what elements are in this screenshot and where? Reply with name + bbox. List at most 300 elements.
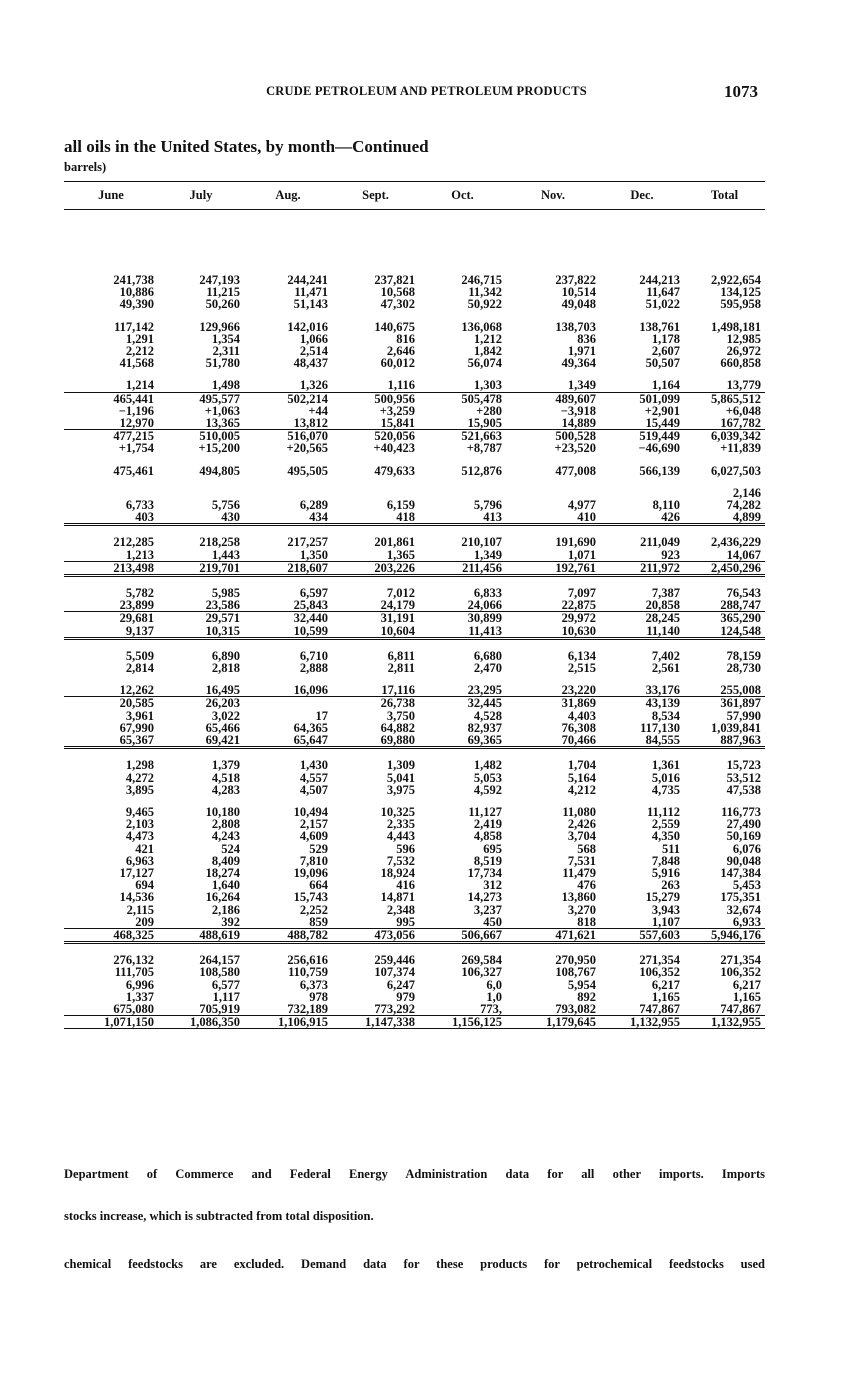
table-cell: 29,681 [119,611,154,626]
table-cell: 1,482 [473,758,502,773]
table-cell: 11,342 [468,285,502,300]
table-cell: 218,607 [244,561,332,575]
table-cell: 6,076 [732,841,761,856]
table-cell: 566,139 [639,463,680,478]
table-cell: 2,922,654 [711,273,761,287]
table-cell: 5,053 [473,770,502,785]
table-cell: 26,972 [726,344,761,359]
table-cell: 477,215 [113,429,154,444]
table-cell: 65,367 [64,734,158,748]
table-cell: 516,070 [287,429,328,444]
table-cell: 237,821 [374,273,415,287]
table-cell: 31,869 [561,696,596,711]
table-cell: 213,498 [64,561,158,575]
table-cell: 24,179 [332,599,419,612]
table-cell: 6,933 [684,916,765,929]
table-cell: 816 [396,331,415,346]
table-cell: 43,139 [645,696,680,711]
table-cell: 2,559 [651,817,680,832]
table-cell: 705,919 [158,1003,244,1016]
table-cell: 1,132,955 [600,1016,684,1029]
table-cell: 7,097 [567,586,596,601]
table-cell: 264,157 [199,953,240,968]
table-cell: −1,196 [118,403,154,418]
table-cell: 1,337 [125,989,154,1004]
table-cell: 1,213 [64,549,158,562]
table-cell: +6,048 [725,403,761,418]
footnote: Department of Commerce and Federal Energy Administration data for all other imports. Imports [64,1167,765,1181]
table-cell: 134,125 [720,285,761,300]
table-cell [244,697,332,710]
table-row [64,321,765,333]
table-cell: 1,107 [600,916,684,929]
table-cell: 6,890 [211,648,240,663]
table-cell: 90,048 [726,853,761,868]
table-cell: 124,548 [684,625,765,639]
table-cell: 511 [661,841,680,856]
table-cell: 450 [419,916,506,929]
table-cell: 16,096 [244,684,332,697]
table-cell: 9,465 [125,804,154,819]
column-header: Total [684,182,765,210]
table-cell: 5,985 [211,586,240,601]
table-cell: 107,374 [374,965,415,980]
table-cell: 271,354 [720,953,761,968]
table-cell: 4,350 [651,829,680,844]
table-cell: 70,466 [506,734,600,748]
table-cell: 49,048 [561,297,596,312]
table-cell: 660,858 [720,356,761,371]
table-row [64,784,765,796]
table-row [64,1003,765,1016]
table-cell: 5,453 [732,878,761,893]
table-cell: 468,325 [64,928,158,942]
table-cell: 694 [135,878,154,893]
table-cell: 2,646 [386,344,415,359]
table-cell: 2,212 [125,344,154,359]
table-cell: 50,260 [205,297,240,312]
table-cell: 2,514 [299,344,328,359]
table-cell: 2,818 [211,661,240,676]
table-cell: 418 [332,511,419,525]
table-cell: 421 [135,841,154,856]
table-cell: 147,384 [720,865,761,880]
table-cell: 2,470 [473,661,502,676]
table-cell: 65,466 [205,720,240,735]
table-cell: 246,715 [461,273,502,287]
table-cell: 6,963 [125,853,154,868]
table-cell: 108,580 [199,965,240,980]
table-row [64,830,765,842]
table-cell: 192,761 [506,561,600,575]
table-cell: 892 [577,989,596,1004]
table-cell: 67,990 [119,720,154,735]
table-cell: 312 [483,878,502,893]
table-cell: 15,841 [332,417,419,430]
table-cell: 32,674 [726,902,761,917]
table-row [64,759,765,771]
table-cell: +44 [308,403,328,418]
table-cell: 1,349 [419,549,506,562]
table-cell: 32,440 [293,611,328,626]
table-cell: 2,157 [299,817,328,832]
table-cell: 6,0 [486,977,502,992]
table-cell: 403 [64,511,158,525]
table-cell: 10,568 [380,285,415,300]
table-cell: 16,495 [158,684,244,697]
table-cell: 6,289 [299,498,328,513]
table-cell: 84,555 [600,734,684,748]
table-cell: 859 [244,916,332,929]
table-cell: 8,519 [473,853,502,868]
table-row [64,979,765,991]
table-cell: 3,270 [567,902,596,917]
table-cell: 53,512 [726,770,761,785]
table-cell: 6,577 [211,977,240,992]
table-cell: 1,379 [211,758,240,773]
table-cell: 17,127 [119,865,154,880]
table-cell: 10,514 [561,285,596,300]
table-cell: 276,132 [113,953,154,968]
table-cell: 28,245 [645,611,680,626]
table-row [64,599,765,612]
table-cell: 110,759 [288,965,328,980]
table-cell: 6,027,503 [711,463,761,478]
table-cell: 4,528 [473,708,502,723]
table-cell: 33,176 [600,684,684,697]
table-cell: 6,247 [386,977,415,992]
table-cell: 74,282 [726,498,761,513]
table-subtitle: barrels) [64,160,107,174]
table-cell: 15,723 [726,758,761,773]
table-body [64,210,765,1029]
table-cell: 4,243 [211,829,240,844]
table-cell: 6,996 [125,977,154,992]
table-cell: 10,315 [158,625,244,639]
table-cell: 26,203 [205,696,240,711]
table-cell: 129,966 [199,319,240,334]
table-row [64,417,765,430]
table-cell: 836 [577,331,596,346]
table-cell: 244,213 [639,273,680,287]
table-cell: 1,116 [332,379,419,392]
table-cell: 5,796 [473,498,502,513]
table-cell: 218,258 [199,535,240,550]
table-cell: 695 [483,841,502,856]
table-cell: 773, [419,1003,506,1016]
table-cell: 1,178 [651,331,680,346]
table-cell: 1,430 [299,758,328,773]
column-header: July [158,182,244,210]
table-cell: 4,443 [386,829,415,844]
table-cell: 2,419 [473,817,502,832]
table-cell: 4,899 [684,511,765,525]
table-cell: 2,515 [567,661,596,676]
table-cell: 288,747 [684,599,765,612]
table-cell: 1,071 [506,549,600,562]
table-cell: 12,262 [64,684,158,697]
table-cell: 2,888 [299,661,328,676]
table-cell: +3,259 [379,403,415,418]
table-cell: 13,860 [561,890,596,905]
table-cell: 29,972 [561,611,596,626]
table-cell: 995 [332,916,419,929]
table-row [64,511,765,525]
table-cell: 138,761 [639,319,680,334]
table-row [64,734,765,748]
table-cell: 31,191 [380,611,415,626]
table-cell: 1,971 [567,344,596,359]
table-cell: 11,413 [419,625,506,639]
table-cell: 14,536 [119,890,154,905]
table-cell: 5,509 [125,648,154,663]
table-cell: 11,471 [294,285,328,300]
table-cell: 410 [506,511,600,525]
table-cell: 106,352 [639,965,680,980]
table-cell: 426 [600,511,684,525]
table-row [64,1016,765,1029]
table-cell: 82,937 [467,720,502,735]
table-cell: 434 [244,511,332,525]
table-cell: 13,779 [684,379,765,392]
table-row [64,549,765,562]
table-cell: 138,703 [555,319,596,334]
table-cell: 1,365 [332,549,419,562]
table-cell: +23,520 [554,441,596,456]
table-cell: 140,675 [374,319,415,334]
table-cell: 747,867 [600,1003,684,1016]
table-cell: 430 [158,511,244,525]
table-cell: 18,924 [380,865,415,880]
table-cell: 50,922 [467,297,502,312]
table-cell: 69,880 [332,734,419,748]
table-cell: 6,217 [732,977,761,992]
table-cell: 1,039,841 [711,720,761,735]
footnote: chemical feedstocks are excluded. Demand data for these products for petrochemical feedstocks used [64,1257,765,1271]
table-row [64,392,765,405]
table-cell: 5,954 [567,977,596,992]
table-cell: 28,730 [726,661,761,676]
table-cell: 4,518 [211,770,240,785]
table-cell: 2,103 [125,817,154,832]
table-cell: 10,494 [293,804,328,819]
table-cell: 69,365 [419,734,506,748]
table-cell: 4,557 [299,770,328,785]
table-spacer [64,210,765,265]
table-cell: 475,461 [113,463,154,478]
table-cell: 1,066 [299,331,328,346]
table-cell: 7,387 [651,586,680,601]
table-cell: 30,899 [467,611,502,626]
table-cell: 6,217 [651,977,680,992]
table-cell: +40,423 [373,441,415,456]
table-cell: 488,782 [244,928,332,942]
table-cell: 6,710 [299,648,328,663]
table-cell: 3,961 [125,708,154,723]
table-cell: 11,215 [206,285,240,300]
table-cell: 14,871 [380,890,415,905]
table-cell: 11,080 [562,804,596,819]
table-cell: 51,143 [293,297,328,312]
table-cell: 16,264 [205,890,240,905]
table-cell: 501,099 [639,391,680,406]
table-cell: 506,667 [419,928,506,942]
table-cell: 524 [221,841,240,856]
table-cell: 211,456 [419,561,506,575]
table-cell: 15,905 [419,417,506,430]
table-cell: 773,292 [332,1003,419,1016]
table-cell: +15,200 [198,441,240,456]
table-cell: 2,146 [732,485,761,500]
table-cell: 65,647 [244,734,332,748]
table-cell: 1,291 [125,331,154,346]
table-cell: 7,012 [386,586,415,601]
table-cell: 4,272 [125,770,154,785]
table-cell: 1,071,150 [64,1016,158,1029]
table-row [64,442,765,454]
table-cell: 203,226 [332,561,419,575]
table-cell: 7,402 [651,648,680,663]
table-cell: 17,116 [332,684,419,697]
table-cell: 255,008 [684,684,765,697]
table-cell: 519,449 [639,429,680,444]
table-cell: 413 [419,511,506,525]
table-cell: 1,361 [651,758,680,773]
table-cell: 11,647 [646,285,680,300]
table-cell: 2,426 [567,817,596,832]
table-cell: 241,738 [113,273,154,287]
table-cell: 244,241 [287,273,328,287]
table-cell: 2,561 [651,661,680,676]
table-cell: 495,577 [199,391,240,406]
table-cell: 4,609 [299,829,328,844]
table-cell: 4,283 [211,782,240,797]
table-row [64,891,765,903]
table-row [64,561,765,575]
table-cell: 1,156,125 [419,1016,506,1029]
table-row [64,465,765,477]
column-header: Nov. [506,182,600,210]
table-cell: +1,063 [204,403,240,418]
table-cell: 5,164 [567,770,596,785]
table-cell: 2,311 [212,344,240,359]
column-header: Aug. [244,182,332,210]
table-cell: 47,538 [726,782,761,797]
table-cell: 14,067 [684,549,765,562]
table-cell: 1,165 [732,989,761,1004]
table-cell: 3,022 [211,708,240,723]
table-cell: 664 [309,878,328,893]
table-cell: 60,012 [380,356,415,371]
table-spacer [64,477,765,487]
table-cell: 69,421 [158,734,244,748]
table-cell: 48,437 [293,356,328,371]
column-header: Sept. [332,182,419,210]
table-cell: 76,543 [726,586,761,601]
table-cell: 502,214 [287,391,328,406]
monthly-data-table [64,181,765,1029]
table-row [64,357,765,369]
table-cell: 465,441 [113,391,154,406]
table-cell: 3,237 [473,902,502,917]
table-cell: 4,735 [651,782,680,797]
table-cell: 15,279 [645,890,680,905]
table-cell: 19,096 [293,865,328,880]
table-cell: 15,743 [293,890,328,905]
table-cell: 17 [315,708,328,723]
table-cell: 818 [506,916,600,929]
table-cell: 106,352 [720,965,761,980]
table-cell: 56,074 [467,356,502,371]
table-cell: 1,214 [64,379,158,392]
table-cell: 3,750 [386,708,415,723]
table-cell: 477,008 [555,463,596,478]
table-cell: 12,985 [726,331,761,346]
table-cell: 212,285 [113,535,154,550]
table-cell: 1,303 [419,379,506,392]
table-cell: 211,049 [640,535,680,550]
table-cell: 64,365 [293,720,328,735]
table-cell: 8,534 [651,708,680,723]
table-cell: 57,990 [726,708,761,723]
table-cell: −3,918 [560,403,596,418]
table-cell: 1,498,181 [711,319,761,334]
table-cell: 500,956 [374,391,415,406]
table-cell: 494,805 [199,463,240,478]
table-cell: 2,252 [299,902,328,917]
table-cell: 15,449 [600,417,684,430]
table-cell: 269,584 [461,953,502,968]
table-cell: 191,690 [555,535,596,550]
column-header: Dec. [600,182,684,210]
table-cell: 793,082 [506,1003,600,1016]
table-cell: 263 [661,878,680,893]
table-cell: 1,640 [211,878,240,893]
table-cell: 32,445 [467,696,502,711]
table-cell: 5,946,176 [684,928,765,942]
table-cell: 20,585 [119,696,154,711]
table-cell: 9,137 [64,625,158,639]
table-cell: 23,220 [506,684,600,697]
table-cell: 5,916 [651,865,680,880]
table-cell: 1,117 [212,989,240,1004]
table-cell: 29,571 [205,611,240,626]
table-cell: 1,0 [486,989,502,1004]
table-cell: 1,704 [567,758,596,773]
table-cell: 1,212 [473,331,502,346]
table-cell: 51,780 [205,356,240,371]
table-cell: 2,436,229 [711,535,761,550]
table-row [64,772,765,784]
table-cell: 5,782 [125,586,154,601]
table-cell: 675,080 [64,1003,158,1016]
table-cell: 361,897 [720,696,761,711]
running-header: CRUDE PETROLEUM AND PETROLEUM PRODUCTS [266,84,587,98]
table-cell: 2,450,296 [684,561,765,575]
table-cell: 2,808 [211,817,240,832]
table-cell: −46,690 [638,441,680,456]
table-cell: 479,633 [374,463,415,478]
table-cell: 13,365 [158,417,244,430]
table-cell: 13,812 [244,417,332,430]
table-cell: +2,901 [644,403,680,418]
table-cell: 7,531 [567,853,596,868]
table-cell: 473,056 [332,928,419,942]
table-cell: 365,290 [720,611,761,626]
table-cell: 10,630 [506,625,600,639]
table-cell: 557,603 [600,928,684,942]
table-cell: 211,972 [600,561,684,575]
